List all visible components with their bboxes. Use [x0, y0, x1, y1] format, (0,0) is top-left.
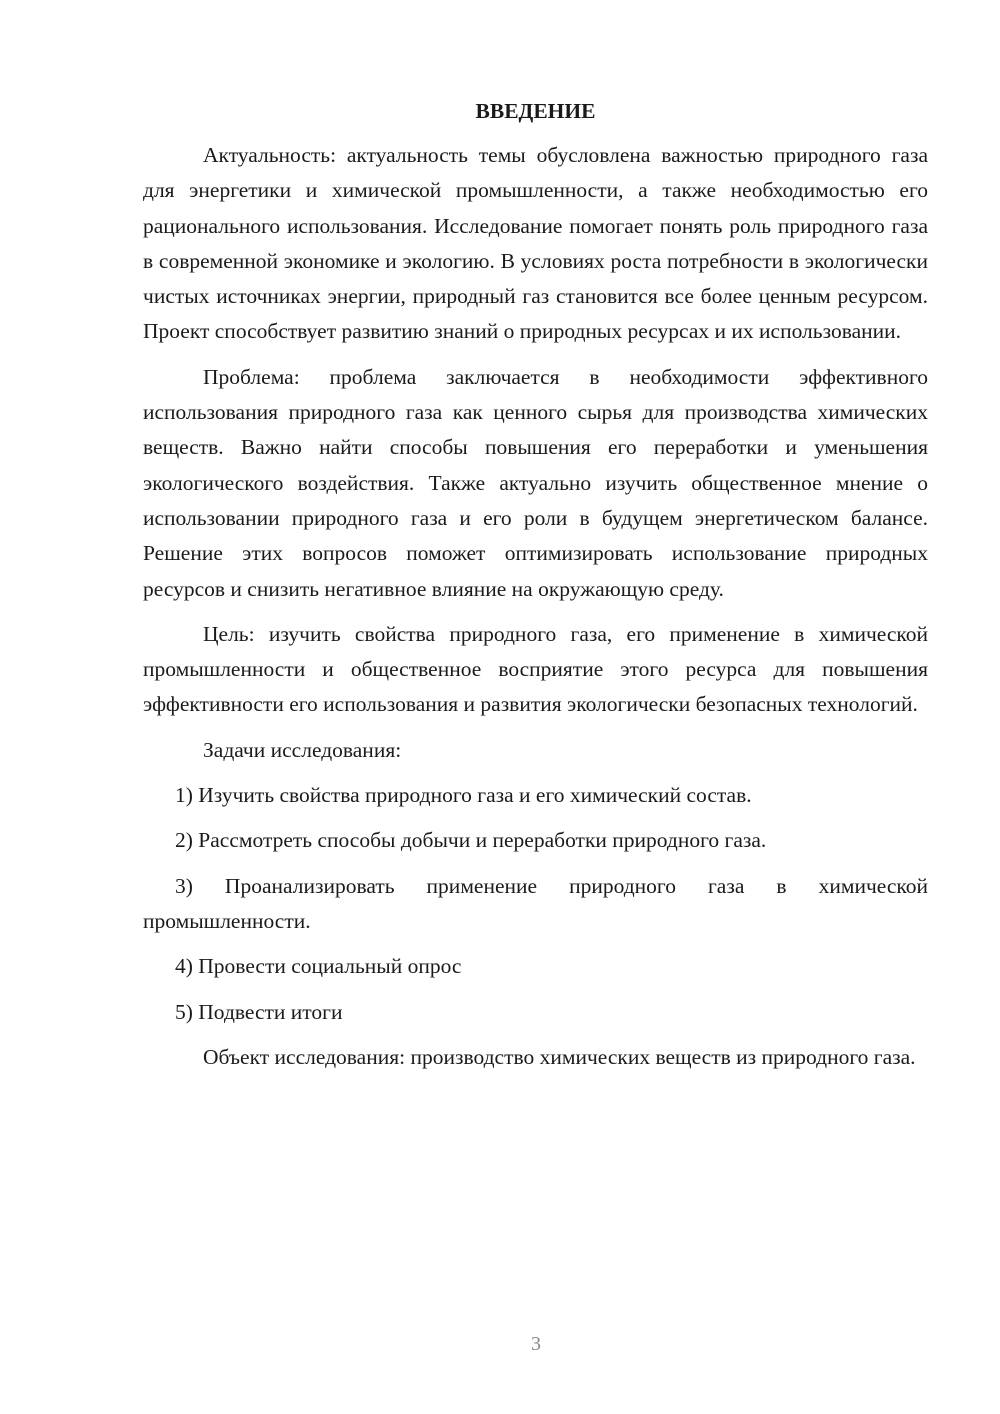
- task-item: 4) Провести социальный опрос: [175, 954, 462, 979]
- task-item: 1) Изучить свойства природного газа и его химический состав.: [175, 783, 752, 808]
- task-item: 2) Рассмотреть способы добычи и переработки природного газа.: [175, 828, 767, 853]
- tasks-label: Задачи исследования:: [203, 737, 402, 762]
- task-item: 5) Подвести итоги: [175, 999, 343, 1024]
- paragraph-object: Объект исследования: производство химических веществ из природного газа.: [203, 1044, 916, 1069]
- paragraph-problem: Проблема: проблема заключается в необходимости эффективного использования природного газа как ценного сырья для производства химических веществ. Важно найти способы повышения его переработки и уменьшения экологического воздействия. Также актуально изучить общественное мнение о использовании природного газа и его роли в будущем энергетическом балансе. Решение этих вопросов поможет оптимизировать использование природных ресурсов и снизить негативное влияние на окружающую среду.: [143, 364, 928, 601]
- page-content: [143, 96, 928, 1085]
- paragraph-goal: Цель: изучить свойства природного газа, его применение в химической промышленности и общественное восприятие этого ресурса для повышения эффективности его использования и развития экологически безопасных технологий.: [143, 621, 928, 717]
- paragraph-relevance: Актуальность: актуальность темы обусловлена важностью природного газа для энергетики и химической промышленности, а также необходимостью его рационального использования. Исследование помогает понять роль природного газа в современной экономике и экологию. В условиях роста потребности в экологически чистых источниках энергии, природный газ становится все более ценным ресурсом. Проект способствует развитию знаний о природных ресурсах и их использовании.: [143, 143, 928, 344]
- task-item: 3) Проанализировать применение природного газа в химической промышленности.: [143, 873, 928, 933]
- section-heading: ВВЕДЕНИЕ: [475, 99, 596, 123]
- page-number: 3: [531, 1333, 541, 1355]
